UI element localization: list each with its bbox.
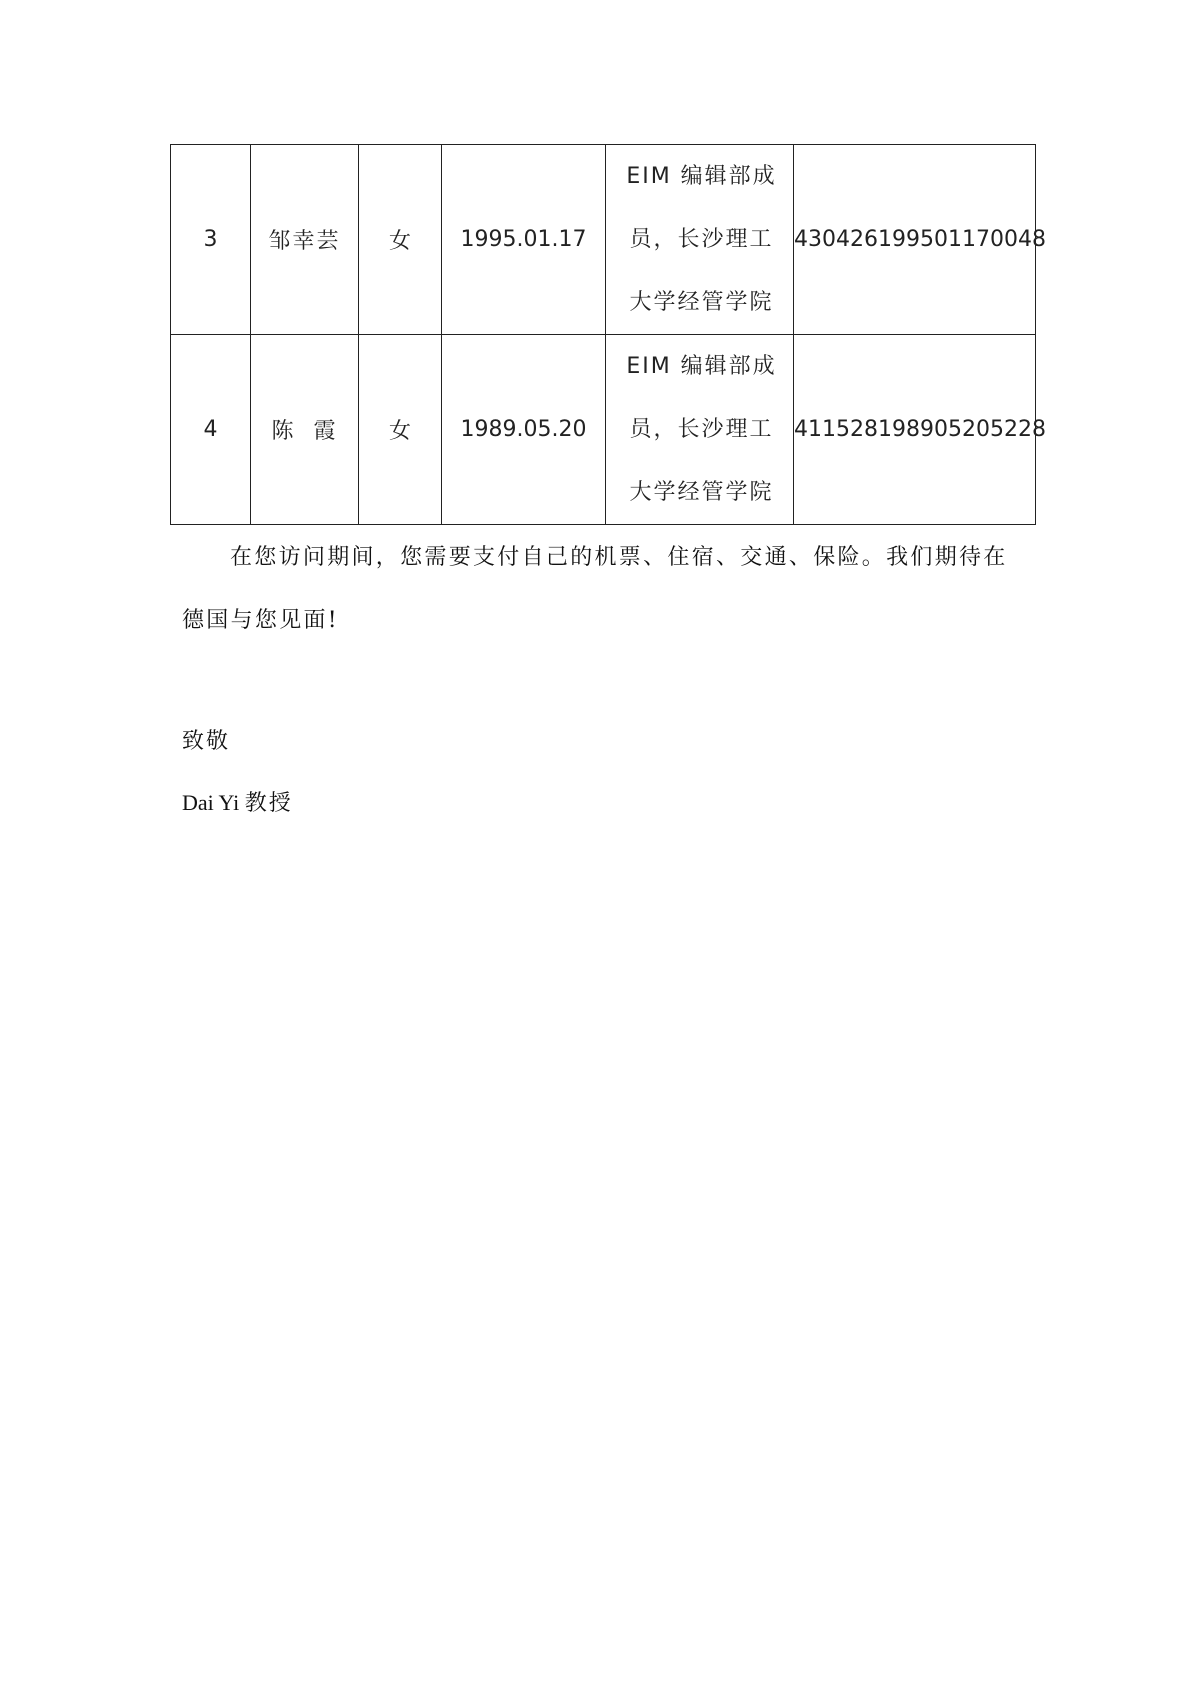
row-number-cell: 4 [171, 335, 251, 525]
name-cell: 陈 霞 [251, 335, 359, 525]
affiliation-text: EIM 编辑部成员，长沙理工大学经管学院 [626, 164, 777, 315]
table-row [171, 335, 1036, 525]
row-number-cell: 3 [171, 145, 251, 335]
id-number-cell: 411528198905205228 [794, 335, 1036, 525]
body-paragraph: 在您访问期间，您需要支付自己的机票、住宿、交通、保险。我们期待在德国与您见面! [182, 545, 1008, 633]
signature-line [182, 786, 293, 817]
name-cell: 邹幸芸 [251, 145, 359, 335]
table-row [171, 145, 1036, 335]
id-number-cell: 430426199501170048 [794, 145, 1036, 335]
gender-cell: 女 [359, 145, 442, 335]
birth-date-cell: 1989.05.20 [442, 335, 606, 525]
affiliation-cell [606, 145, 794, 335]
gender-cell: 女 [359, 335, 442, 525]
signer-name: Dai Yi [182, 790, 240, 815]
affiliation-text: EIM 编辑部成员，长沙理工大学经管学院 [626, 354, 777, 505]
affiliation-cell [606, 335, 794, 525]
members-table [170, 144, 1046, 525]
signer-title: 教授 [244, 791, 293, 816]
birth-date-cell: 1995.01.17 [442, 145, 606, 335]
closing-salutation: 致敬 [182, 729, 231, 754]
